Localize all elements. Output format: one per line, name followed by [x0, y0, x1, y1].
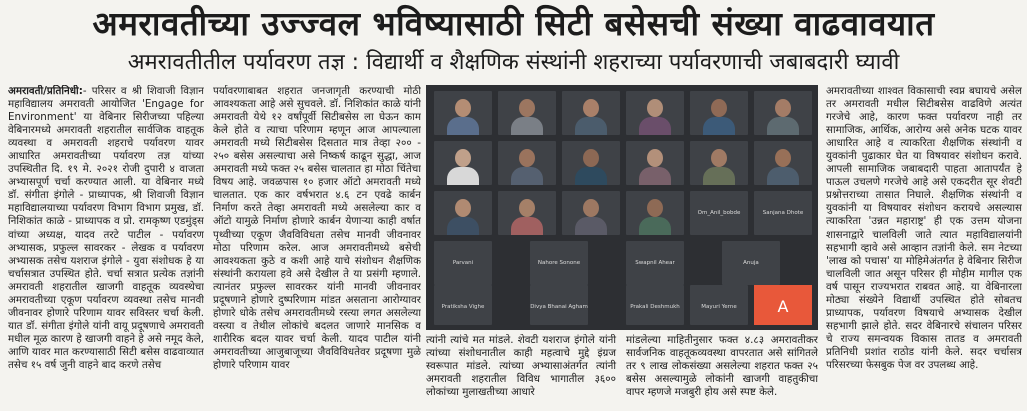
participant-name-tile: Mayuri Yerne — [690, 285, 748, 325]
participant-video-tile — [434, 141, 492, 185]
participant-video-tile — [498, 91, 556, 135]
avatar-letter-tile: A — [754, 285, 812, 325]
dateline: अमरावती/प्रतिनिधी: — [8, 85, 83, 97]
participant-video-tile — [498, 141, 556, 185]
participant-video-tile — [498, 191, 556, 235]
article-column-4 — [826, 85, 1022, 407]
participant-name-tile: Divya Bhanai Agham — [530, 285, 588, 325]
article-column-1 — [8, 85, 204, 407]
participant-video-tile — [562, 191, 620, 235]
subheadline: अमरावतीतील पर्यावरण तज्ञ : विद्यार्थी व शैक्षणिक संस्थांनी शहराच्या पर्यावरणाची जबाबदारी घ्यावी — [127, 50, 900, 75]
participant-name-tile: Nahore Sonone — [530, 241, 588, 285]
participant-name-tile: Pratiksha Vighe — [434, 285, 492, 325]
participant-video-tile — [434, 91, 492, 135]
participant-name-tile: Om_Anil_bobde — [690, 191, 748, 235]
participant-video-tile — [626, 141, 684, 185]
webinar-screenshot-photo — [426, 85, 818, 330]
headline: अमरावतीच्या उज्ज्वल भविष्यासाठी सिटी बसेसची संख्या वाढवावयात — [92, 4, 935, 43]
participant-video-tile — [562, 91, 620, 135]
participant-video-tile — [626, 191, 684, 235]
participant-video-tile — [690, 91, 748, 135]
column-1-text: - परिसर व श्री शिवाजी विज्ञान महाविद्यालय अमरावती आयोजित 'Engage for Environment' या वेबिनार सिरीजच्या पहिल्या वेबिनारमध्ये अमरावती शहरातील सार्वजिक वाहतूक व्यवस्था व अमरावती शहराचे पर्यावरण यावर आधारित अमरावतीच्या पर्यावरण तज्ञ यांच्या उपस्थितीत दि. १९ मे. २०२१ रोजी दुपारी ४ वाजता अभ्यासपूर्ण चर्चा करण्यात आली. या वेबिनार मध्ये डॉ. संगीता इंगोले - प्राध्यापक, श्री शिवाजी विज्ञान महाविद्यालयाच्या पर्यावरण विभाग विभाग प्रमुख, डॉ. निशिकांत काळे - प्राध्यापक व प्रो. रामकृष्ण एडमुंड्स वांच्या अध्यक्ष, यादव तरटे पाटील - पर्यावरण अभ्यासक, प्रफुल्ल सावरकर - लेखक व पर्यावरण अभ्यासक तसेच यशराज इंगोले - युवा संशोधक हे या चर्चासत्रात उपस्थित होते. चर्चा सत्रात प्रत्येक तज्ञांनी अमरावती शहरातील खाजगी वाहतूक व्यवस्थेचा अमरावतीच्या एकूण पर्यावरण व्यवस्था तसेच मानवी जीवनावर होणारे परिणाम यावर सविस्तर चर्चा केली. यात डॉ. संगीता इंगोले यांनी वायू प्रदूषणाचे अमरावती मधील मूळ कारण हे खाजगी वाहने हे असे नमूद केले, आणि यावर मात करण्यासाठी सिटी बसेस वाढवाव्यात तसेच १५ वर्ष जुनी वाहने बाद करणे तसेच — [8, 85, 204, 371]
participant-video-tile — [562, 141, 620, 185]
under-photo-left-text: त्यांनी त्यांचे मत मांडले. शेवटी यशराज इंगोले यांनी त्यांच्या संशोधनातील काही महत्वाचे मुद्दे इंग्रज स्वरूपात मांडले. त्यांच्या अभ्यासाअंतर्गत त्यांनी अमरावती शहरातील विविध भागातील ३६०० लोकांच्या मुलाखतीच्या आधारे — [426, 334, 616, 399]
article-under-photo — [426, 334, 818, 407]
participant-name-tile: Prakali Deshmukh — [626, 285, 684, 325]
participant-name-tile: Parvani — [434, 241, 492, 285]
participant-video-tile — [690, 141, 748, 185]
participant-video-tile — [626, 91, 684, 135]
participant-name-tile: Sanjana Dhote — [754, 191, 812, 235]
participant-video-tile — [434, 191, 492, 235]
under-photo-right-text: मांडलेल्या माहितीनुसार फक्त ४.८३ अमरावतीकर सार्वजनिक वाहतूकव्यवस्था वापरतात असे सांगितले तर ९ लाख लोकसंख्या असलेल्या शहरात फक्त २५ बसेस असल्यामुळे लोकांनी खाजगी वाहतुकीचा वापर म्हणजे मजबुरी होय असे स्पष्ट केले. — [626, 334, 818, 399]
participant-video-tile — [754, 91, 812, 135]
participant-name-tile: Anuja — [722, 241, 780, 285]
participant-name-tile: Swapnil Ahear — [626, 241, 684, 285]
article-column-2 — [213, 85, 421, 407]
participant-video-tile — [754, 141, 812, 185]
column-4-text: अमरावतीच्या शाश्वत विकासाची स्वप्न बघायचे असेल तर अमरावती मधील सिटीबसेस वाढविणे अत्यंत गरजेचे आहे, कारण फक्त पर्यावरण नाही तर सामाजिक, आर्थिक, आरोग्य असे अनेक घटक यावर आधारित आहे व त्याकरिता शैक्षणिक संस्थांनी व युवकांनी पुढाकार घेत या विषयावर संशोधन करावे. आपली सामाजिक जबाबदारी पाहता आतापर्यंत हे पाऊल उचलणे गरजेचे आहे असे एकदरीत सूर शेवटी प्रश्नोत्तराच्या तासात निघाले. शैक्षणिक संस्थांनी व युवकांनी या विषयावर संशोधन करायचे असल्यास त्याकरिता 'उन्नत महाराष्ट्र' ही एक उत्तम योजना शासनाद्वारे चालविली जाते त्यात महाविद्यालयांनी सहभागी व्हावे असे आव्हान तज्ञांनी केले. सम नेटच्या 'लाख को पचास' या मोहिमेअंतर्गत हे वेबिनार सिरीज चालविली जात असून परिसर ही मोहीम मागील एक वर्ष पासून राज्यभरात राबवत आहे. या वेबिनारला मोठ्या संख्येने विद्यार्थी उपस्थित होते सोबतच प्राध्यापक, पर्यावरण विषयाचे अभ्यासक देखील सहभागी झाले होते. सदर वेबिनारचे संचालन परिसर चे राज्य समन्वयक विकास तातड व अमरावती प्रतिनिधी प्रशांत राठोड यांनी केले. सदर चर्चासत्र परिसरच्या फेसबुक पेज वर उपलब्ध आहे. — [826, 85, 1022, 371]
column-2-text: पर्यावरणाबाबत शहरात जनजागृती करण्याची मोठी आवश्यकता आहे असे सुचवले. डॉ. निशिकांत काळे यांनी अमरावती येथे १२ वर्षांपूर्वी सिटीबसेस ला घेऊन काम केले होते व त्याचा परिणाम म्हणून आज आपल्याला अमरावती मध्ये सिटीबसेस दिसतात मात्र तेव्हा २०० - २५० बसेस असल्याचा असे निष्कर्ष काढून सुद्धा, आज अमरावती मध्ये फक्त २५ बसेस चालतात हा मोठा चिंतेचा विषय आहे. जवळपास १० हजार ऑटो अमरावती मध्ये चालतात. एक कार वर्षभरात ४.६ टन एवढे कार्बन निर्माण करते तेव्हा अमरावती मध्ये असलेल्या कार व ऑटो यामुळे निर्माण होणारे कार्बन येणाऱ्या काही वर्षात पृथ्वीच्या एकूण जैवविविधता तसेच मानवी जीवनावर मोठा परिणाम करेल. आज अमरावतीमध्ये बसेची आवश्यकता कुठे व कशी आहे याचे संशोधन शैक्षणिक संस्थांनी करायला हवे असे देखील ते या प्रसंगी म्हणाले. त्यानंतर प्रफुल्ल सावरकर यांनी मानवी जीवनावर प्रदूषणाने होणारे दुष्परिणाम मांडत असताना आरोग्यावर होणारे धोके तसेच अमरावतीमध्ये रस्त्या लगत असलेल्या वस्त्या व तेथील लोकांचे बदलत जाणारे मानसिक व शारीरिक बदल यावर चर्चा केली. यादव पाटील यांनी अमरावतीच्या आजुबाजूच्या जैवविविधतेवर प्रदूषणा मुळे होणारे परिणाम यावर — [213, 85, 421, 371]
